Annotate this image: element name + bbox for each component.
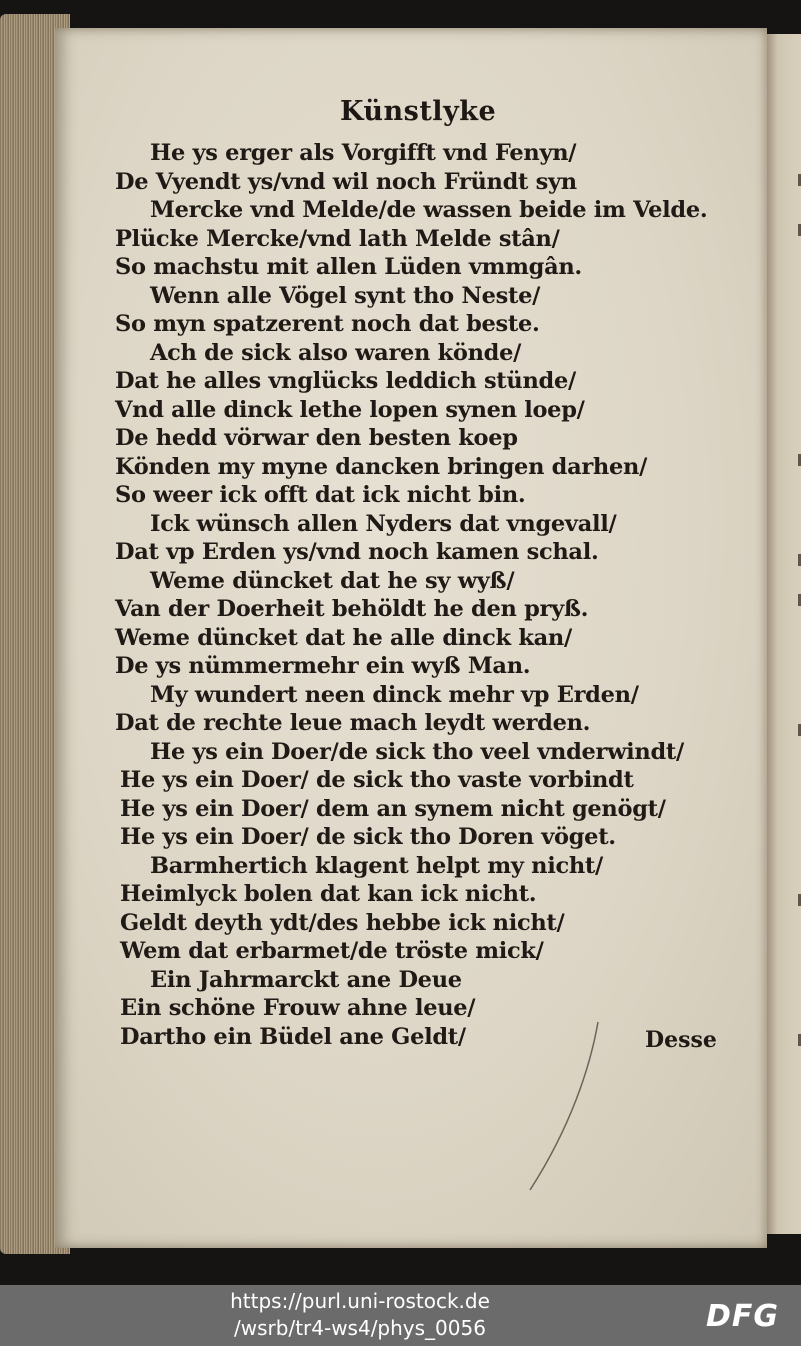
verse-line: Van der Doerheit behöldt he den pryß. (115, 596, 589, 622)
facing-page-edge (762, 34, 801, 1234)
verse-line: Ach de sick also waren könde/ (150, 340, 522, 366)
verse-line: Wem dat erbarmet/de tröste mick/ (120, 938, 544, 964)
verse-line: Dartho ein Büdel ane Geldt/ (120, 1024, 466, 1050)
book-page (55, 28, 767, 1248)
verse-line: He ys ein Doer/de sick tho veel vnderwindt/ (150, 739, 684, 765)
verse-line: Plücke Mercke/vnd lath Melde stân/ (115, 226, 560, 252)
verse-line: Vnd alle dinck lethe lopen synen loep/ (115, 397, 585, 423)
verse-line: Könden my myne dancken bringen darhen/ (115, 454, 647, 480)
viewer-footer (0, 1285, 801, 1346)
verse-line: Dat he alles vnglücks leddich stünde/ (115, 368, 576, 394)
verse-line: Mercke vnd Melde/de wassen beide im Velde. (150, 197, 708, 223)
verse-line: Heimlyck bolen dat kan ick nicht. (120, 881, 537, 907)
verse-line: So machstu mit allen Lüden vmmgân. (115, 254, 582, 280)
verse-line: Dat vp Erden ys/vnd noch kamen schal. (115, 539, 599, 565)
verse-line: He ys ein Doer/ de sick tho Doren vöget. (120, 824, 616, 850)
verse-line: My wundert neen dinck mehr vp Erden/ (150, 682, 639, 708)
verse-line: Geldt deyth ydt/des hebbe ick nicht/ (120, 910, 565, 936)
verse-line: So weer ick offt dat ick nicht bin. (115, 482, 526, 508)
verse-line: He ys ein Doer/ dem an synem nicht genögt/ (120, 796, 666, 822)
verse-line: Barmhertich klagent helpt my nicht/ (150, 853, 603, 879)
permalink-url-line-1[interactable]: https://purl.uni-rostock.de (230, 1289, 490, 1313)
running-head: Künstlyke (340, 96, 497, 127)
verse-line: Ein Jahrmarckt ane Deue (150, 967, 462, 993)
verse-line: Weme düncket dat he sy wyß/ (150, 568, 515, 594)
verse-line: De ys nümmermehr ein wyß Man. (115, 653, 531, 679)
pencil-stroke (520, 1018, 610, 1198)
dfg-logo: DFG (706, 1299, 780, 1334)
verse-line: Weme düncket dat he alle dinck kan/ (115, 625, 572, 651)
verse-line: De hedd vörwar den besten koep (115, 425, 518, 451)
verse-line: He ys ein Doer/ de sick tho vaste vorbindt (120, 767, 634, 793)
verse-line: Wenn alle Vögel synt tho Neste/ (150, 283, 541, 309)
verse-line: De Vyendt ys/vnd wil noch Fründt syn (115, 169, 577, 195)
verse-line: He ys erger als Vorgifft vnd Fenyn/ (150, 140, 577, 166)
verse-line: So myn spatzerent noch dat beste. (115, 311, 540, 337)
permalink-url-line-2[interactable]: /wsrb/tr4-ws4/phys_0056 (234, 1316, 486, 1340)
verse-line: Dat de rechte leue mach leydt werden. (115, 710, 591, 736)
verse-line: Ein schöne Frouw ahne leue/ (120, 995, 476, 1021)
verse-line: Ick wünsch allen Nyders dat vngevall/ (150, 511, 617, 537)
catchword: Desse (645, 1027, 717, 1053)
